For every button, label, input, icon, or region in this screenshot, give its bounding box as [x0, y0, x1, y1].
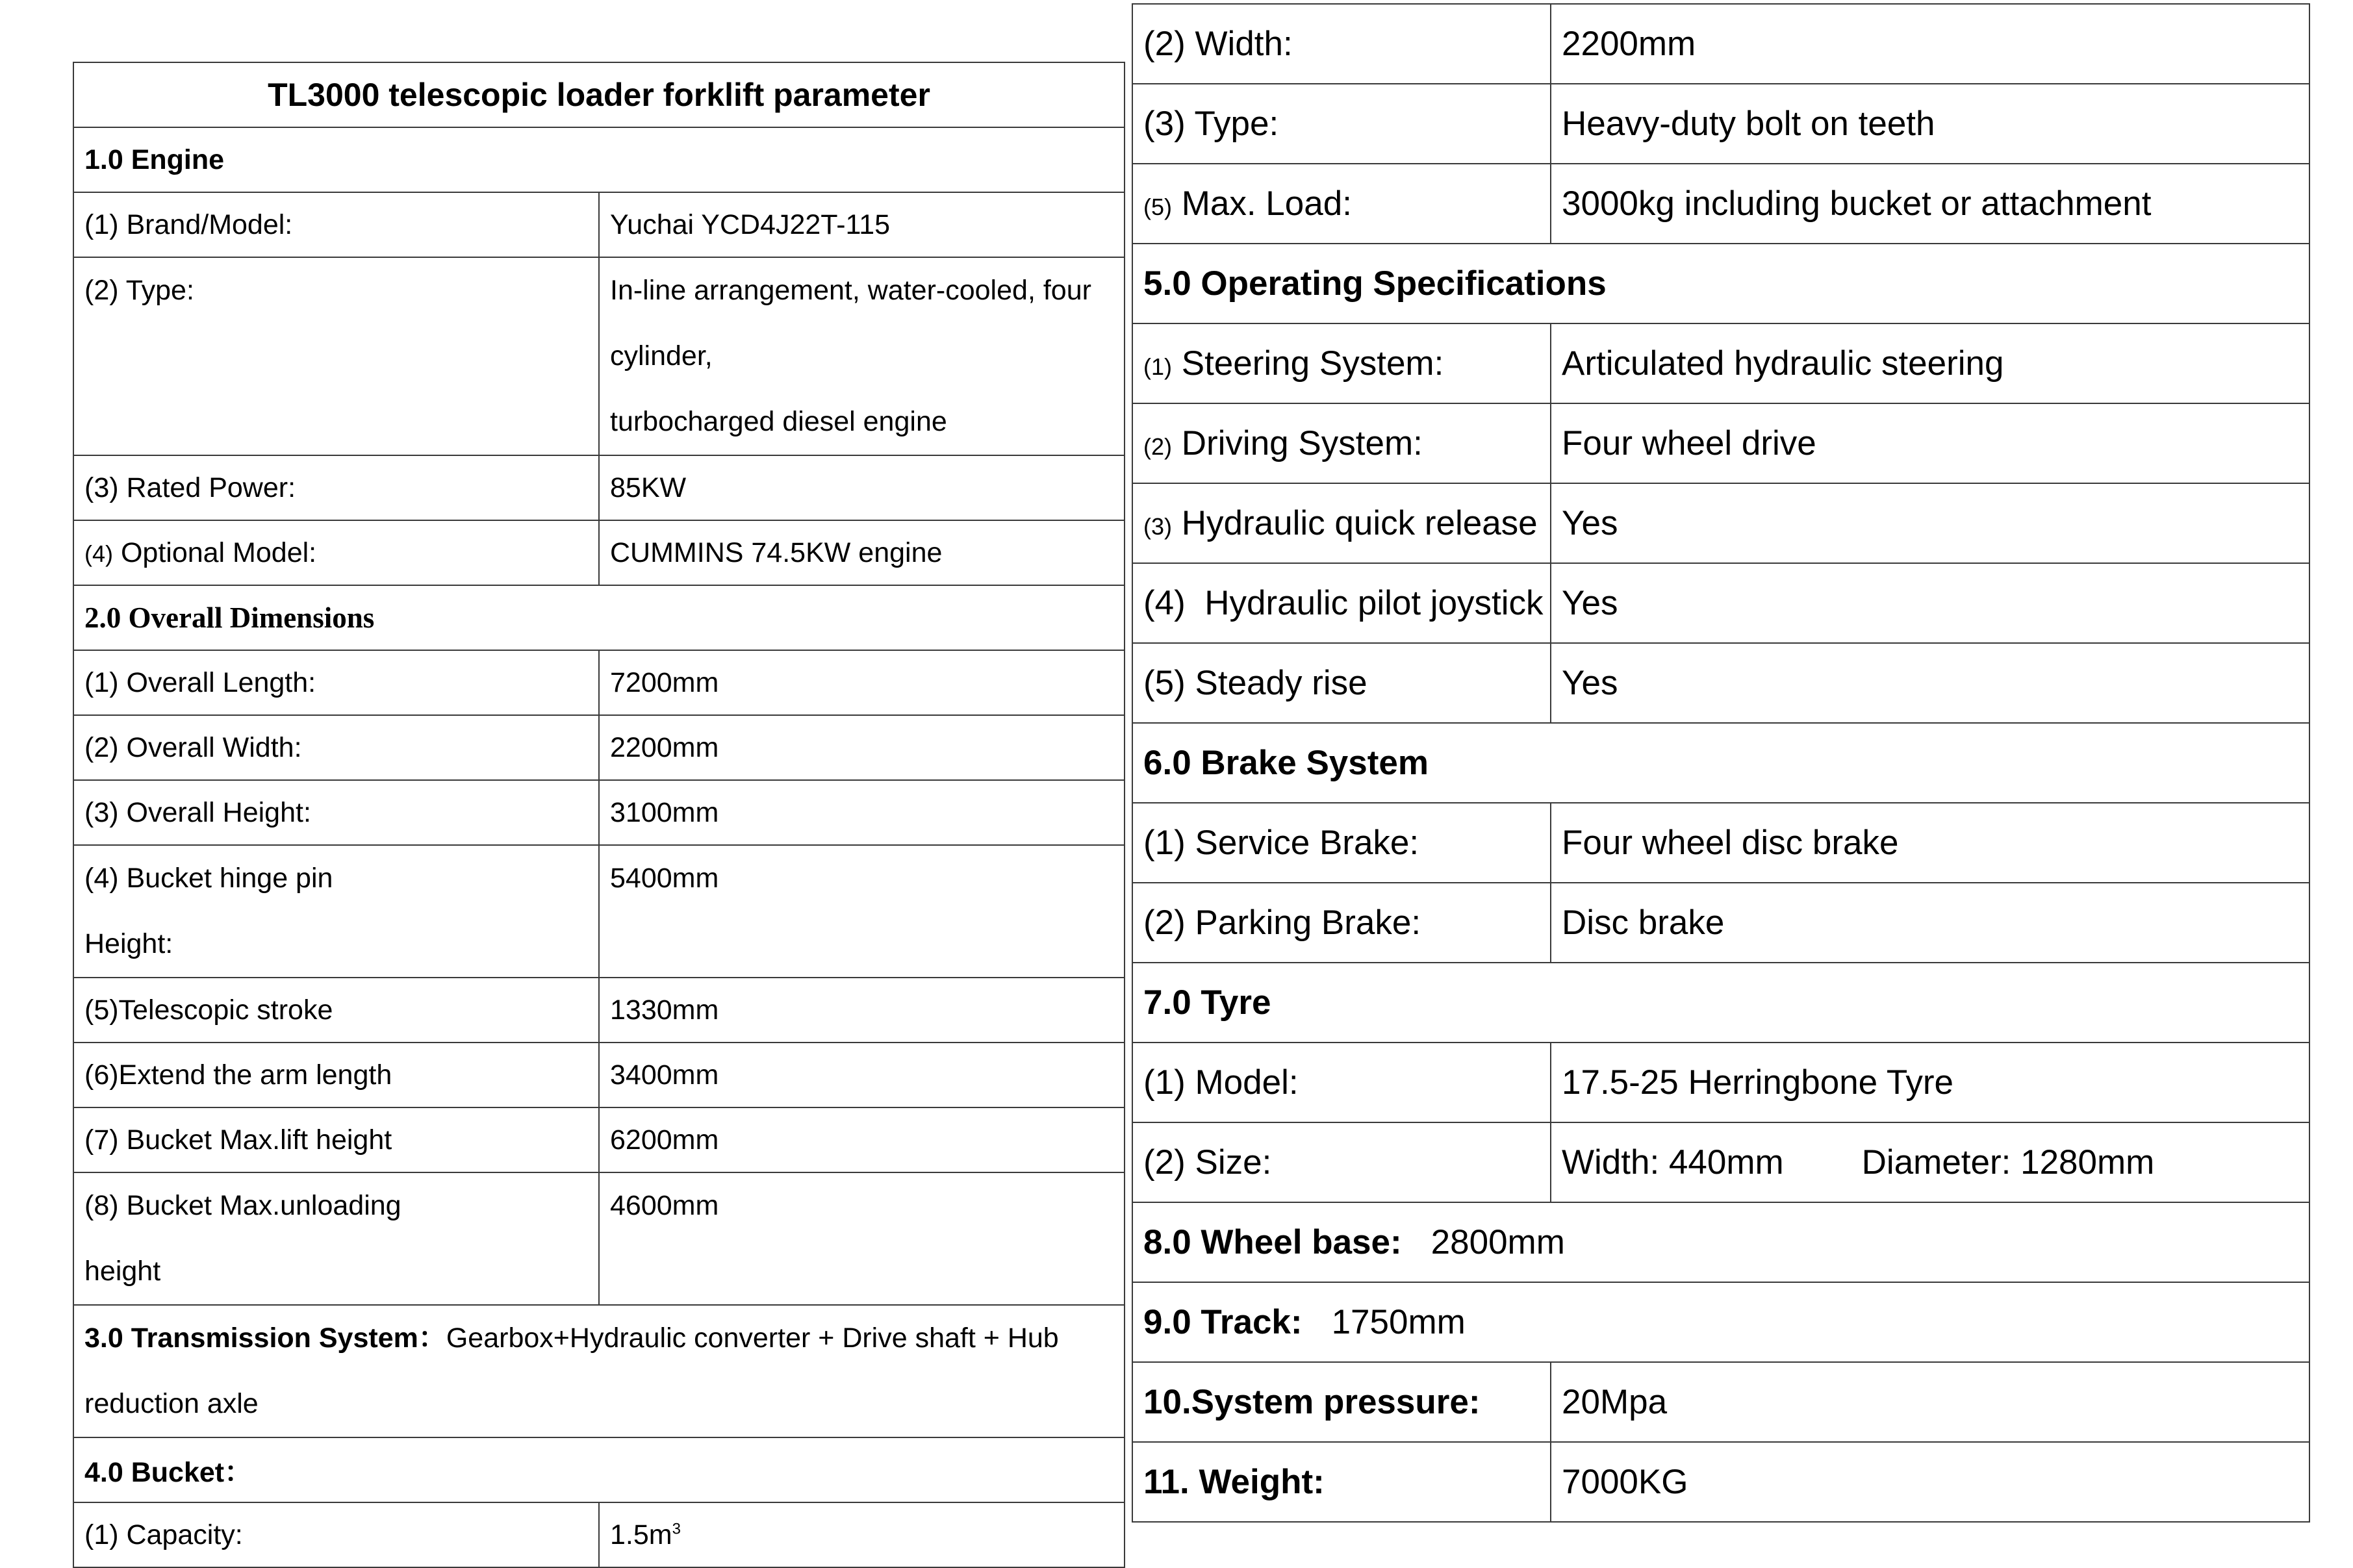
row-label: (1) Brand/Model:	[73, 192, 599, 257]
table-row	[73, 845, 1125, 978]
row-number: (4)	[84, 540, 113, 567]
section-tyre-heading: 7.0 Tyre	[1132, 963, 2309, 1043]
tyre-diameter: Diameter: 1280mm	[1861, 1143, 2155, 1182]
label-line-1: (4) Bucket hinge pin	[84, 863, 333, 894]
row-label: (1) Service Brake:	[1132, 803, 1551, 883]
table-row	[1132, 1043, 2309, 1122]
row-value	[1551, 1122, 2309, 1202]
section-transmission-heading: 3.0 Transmission System：	[84, 1322, 446, 1354]
table-row	[73, 455, 1125, 520]
table-row	[1132, 1122, 2309, 1202]
row-value	[599, 257, 1125, 455]
row-value: Yuchai YCD4J22T-115	[599, 192, 1125, 257]
row-label: (6)Extend the arm length	[73, 1043, 599, 1107]
table-row	[73, 780, 1125, 845]
table-row	[73, 1502, 1125, 1567]
section-transmission	[73, 1305, 1125, 1437]
wheel-base-value: 2800mm	[1431, 1223, 1565, 1261]
row-label: (1) Capacity:	[73, 1502, 599, 1567]
row-label	[73, 1172, 599, 1305]
table-row	[1132, 4, 2309, 84]
table-row	[1132, 323, 2309, 403]
transmission-value-line-2: reduction axle	[84, 1388, 259, 1419]
row-value: Four wheel drive	[1551, 403, 2309, 483]
table-row	[1132, 164, 2309, 244]
row-label: (2) Width:	[1132, 4, 1551, 84]
weight-label: 11. Weight:	[1132, 1442, 1551, 1522]
section-engine-heading: 1.0 Engine	[73, 127, 1125, 192]
table-row	[73, 192, 1125, 257]
row-label: (2) Type:	[73, 257, 599, 455]
tyre-width: Width: 440mm	[1562, 1143, 1784, 1182]
track-value: 1750mm	[1331, 1303, 1466, 1341]
row-number: (1)	[1143, 353, 1172, 380]
table-row	[1132, 643, 2309, 723]
label-line-1: (8) Bucket Max.unloading	[84, 1190, 401, 1221]
row-value: Heavy-duty bolt on teeth	[1551, 84, 2309, 164]
row-value: CUMMINS 74.5KW engine	[599, 520, 1125, 585]
row-value: 2200mm	[1551, 4, 2309, 84]
table-row	[73, 1172, 1125, 1305]
row-number: (2)	[1143, 433, 1172, 460]
row-label-text: Optional Model:	[120, 537, 317, 568]
row-value: Four wheel disc brake	[1551, 803, 2309, 883]
row-label: (7) Bucket Max.lift height	[73, 1107, 599, 1172]
transmission-value-line-1: Gearbox+Hydraulic converter + Drive shaft + Hub	[446, 1322, 1059, 1354]
row-label	[73, 845, 599, 978]
row-value: 3400mm	[599, 1043, 1125, 1107]
table-row	[73, 650, 1125, 715]
table-row	[1132, 403, 2309, 483]
value-line-1: In-line arrangement, water-cooled, four cylinder,	[610, 275, 1091, 372]
table-row	[1132, 483, 2309, 563]
row-value: 17.5-25 Herringbone Tyre	[1551, 1043, 2309, 1122]
row-value: Yes	[1551, 563, 2309, 643]
left-spec-table	[73, 62, 1125, 1568]
row-label-text: Max. Load:	[1181, 184, 1352, 223]
track-row	[1132, 1282, 2309, 1362]
table-row	[73, 257, 1125, 455]
table-title: TL3000 telescopic loader forklift parameter	[73, 62, 1125, 127]
weight-value: 7000KG	[1551, 1442, 2309, 1522]
row-value: Disc brake	[1551, 883, 2309, 963]
table-row	[1132, 1442, 2309, 1522]
row-label-text: Driving System:	[1181, 424, 1423, 462]
table-row	[1132, 563, 2309, 643]
row-label	[1132, 323, 1551, 403]
table-row	[73, 520, 1125, 585]
row-value: 1330mm	[599, 978, 1125, 1043]
row-label: (3) Rated Power:	[73, 455, 599, 520]
capacity-value: 1.5m	[610, 1519, 672, 1550]
row-label-text: Steering System:	[1181, 344, 1444, 383]
row-label: (2) Size:	[1132, 1122, 1551, 1202]
row-value: 4600mm	[599, 1172, 1125, 1305]
row-value: 6200mm	[599, 1107, 1125, 1172]
section-dimensions-heading: 2.0 Overall Dimensions	[73, 585, 1125, 650]
row-value: Articulated hydraulic steering	[1551, 323, 2309, 403]
row-value: 7200mm	[599, 650, 1125, 715]
row-label	[1132, 483, 1551, 563]
capacity-unit-superscript: 3	[672, 1520, 681, 1538]
row-value: Yes	[1551, 483, 2309, 563]
row-label: (1) Model:	[1132, 1043, 1551, 1122]
row-label: (4) Hydraulic pilot joystick	[1132, 563, 1551, 643]
row-label	[73, 520, 599, 585]
label-line-2: height	[84, 1256, 161, 1287]
row-value: 2200mm	[599, 715, 1125, 780]
wheel-base-label: 8.0 Wheel base:	[1143, 1223, 1402, 1261]
row-value: 85KW	[599, 455, 1125, 520]
row-value: 3100mm	[599, 780, 1125, 845]
row-value	[599, 1502, 1125, 1567]
label-line-2: Height:	[84, 928, 173, 959]
table-row	[1132, 883, 2309, 963]
row-number: (5)	[1143, 194, 1172, 220]
section-operating-heading: 5.0 Operating Specifications	[1132, 244, 2309, 323]
right-spec-table	[1132, 3, 2310, 1523]
row-label: (3) Type:	[1132, 84, 1551, 164]
track-label: 9.0 Track:	[1143, 1303, 1303, 1341]
row-label	[1132, 164, 1551, 244]
system-pressure-value: 20Mpa	[1551, 1362, 2309, 1442]
wheel-base-row	[1132, 1202, 2309, 1282]
table-row	[73, 1043, 1125, 1107]
table-row	[73, 1107, 1125, 1172]
table-row	[1132, 84, 2309, 164]
row-label	[1132, 403, 1551, 483]
row-value: Yes	[1551, 643, 2309, 723]
table-row	[1132, 1362, 2309, 1442]
row-value: 3000kg including bucket or attachment	[1551, 164, 2309, 244]
system-pressure-label: 10.System pressure:	[1132, 1362, 1551, 1442]
row-label-text: Hydraulic quick release	[1181, 504, 1538, 542]
row-label: (2) Parking Brake:	[1132, 883, 1551, 963]
table-row	[73, 715, 1125, 780]
section-bucket-heading: 4.0 Bucket：	[73, 1437, 1125, 1502]
row-label: (3) Overall Height:	[73, 780, 599, 845]
table-row	[1132, 803, 2309, 883]
row-label: (5) Steady rise	[1132, 643, 1551, 723]
table-row	[73, 978, 1125, 1043]
row-label: (1) Overall Length:	[73, 650, 599, 715]
row-label: (2) Overall Width:	[73, 715, 599, 780]
row-label: (5)Telescopic stroke	[73, 978, 599, 1043]
section-brake-heading: 6.0 Brake System	[1132, 723, 2309, 803]
value-line-2: turbocharged diesel engine	[610, 406, 947, 437]
row-number: (3)	[1143, 513, 1172, 540]
row-value: 5400mm	[599, 845, 1125, 978]
